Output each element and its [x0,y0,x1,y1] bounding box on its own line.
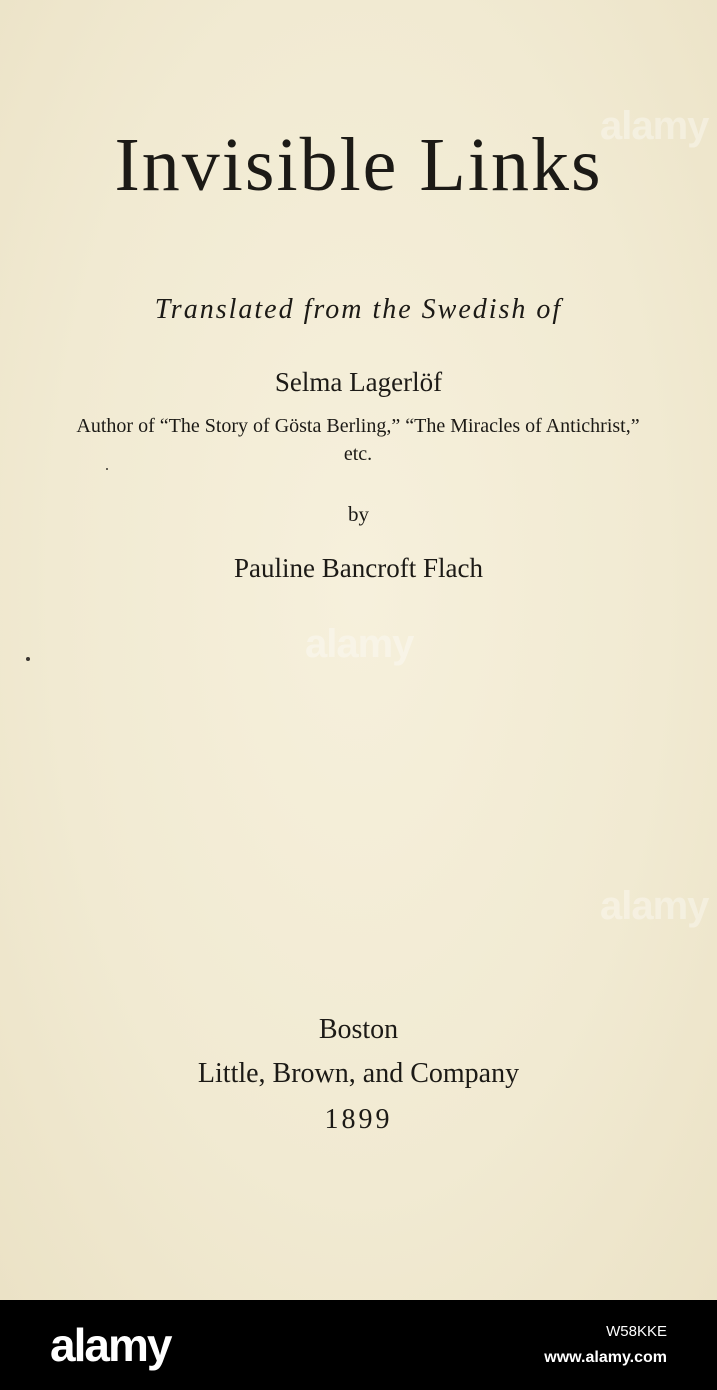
stock-footer-bar [0,1300,717,1390]
site-url: www.alamy.com [544,1349,667,1366]
alamy-logo: alamy [50,1319,171,1371]
watermark-logo: alamy [600,884,709,928]
publication-city: Boston [318,1014,399,1045]
paper-speck [26,657,30,661]
publisher-name: Little, Brown, and Company [197,1058,520,1089]
translated-from-line: Translated from the Swedish of [154,294,563,325]
image-id: W58KKE [606,1323,667,1340]
paper-speck [106,468,108,470]
author-credits: Author of “The Story of Gösta Berling,” “The Miracles of Antichrist,” etc. [76,415,640,465]
publication-year: 1899 [324,1104,393,1135]
author-name: Selma Lagerlöf [274,367,443,397]
book-title: Invisible Links [114,123,603,207]
watermark-logo: alamy [305,622,414,666]
watermark-logo: alamy [600,104,709,148]
translator-name: Pauline Bancroft Flach [234,553,483,583]
by-line: by [348,502,369,526]
